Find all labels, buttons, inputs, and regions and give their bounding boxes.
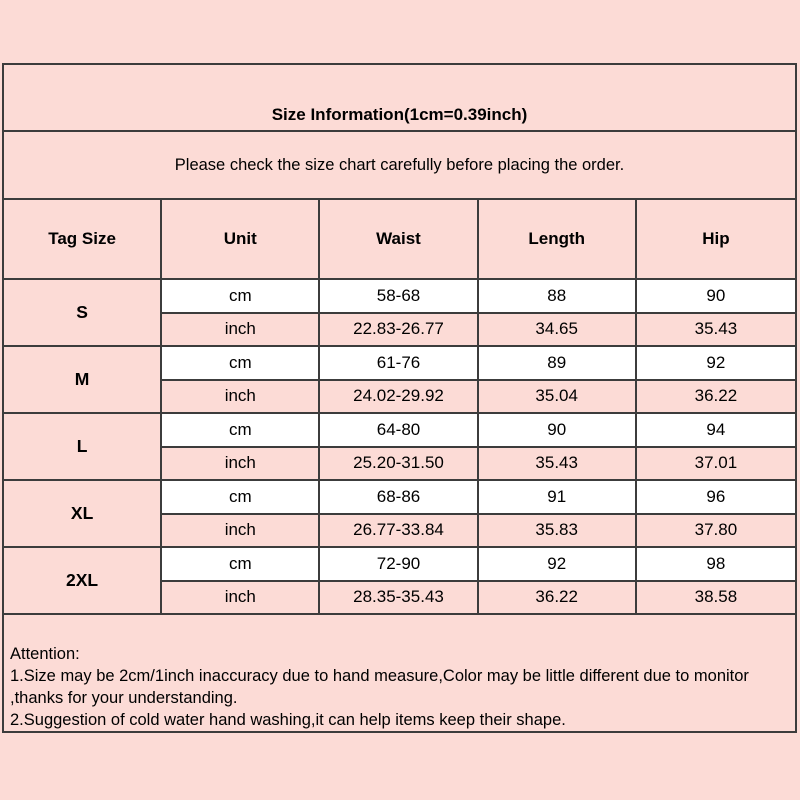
unit-cell: inch bbox=[162, 448, 320, 482]
page-title: Size Information(1cm=0.39inch) bbox=[4, 65, 795, 132]
tag-cell-2xl: 2XL bbox=[4, 548, 162, 615]
length-value: 88 bbox=[479, 280, 637, 314]
waist-value: 28.35-35.43 bbox=[320, 582, 478, 616]
hip-value: 38.58 bbox=[637, 582, 795, 616]
column-header-length: Length bbox=[479, 200, 637, 280]
unit-cell: inch bbox=[162, 314, 320, 348]
hip-value: 90 bbox=[637, 280, 795, 314]
hip-value: 37.80 bbox=[637, 515, 795, 549]
waist-value: 58-68 bbox=[320, 280, 478, 314]
column-header-unit: Unit bbox=[162, 200, 320, 280]
length-value: 92 bbox=[479, 548, 637, 582]
tag-cell-s: S bbox=[4, 280, 162, 347]
length-value: 36.22 bbox=[479, 582, 637, 616]
tag-cell-xl: XL bbox=[4, 481, 162, 548]
waist-value: 22.83-26.77 bbox=[320, 314, 478, 348]
length-value: 35.04 bbox=[479, 381, 637, 415]
length-value: 34.65 bbox=[479, 314, 637, 348]
attention-notes bbox=[4, 615, 795, 731]
hip-value: 36.22 bbox=[637, 381, 795, 415]
length-value: 91 bbox=[479, 481, 637, 515]
waist-value: 72-90 bbox=[320, 548, 478, 582]
size-table bbox=[4, 200, 795, 615]
unit-cell: cm bbox=[162, 280, 320, 314]
length-value: 35.83 bbox=[479, 515, 637, 549]
unit-cell: cm bbox=[162, 481, 320, 515]
unit-cell: inch bbox=[162, 381, 320, 415]
hip-value: 92 bbox=[637, 347, 795, 381]
column-header-waist: Waist bbox=[320, 200, 478, 280]
tag-cell-m: M bbox=[4, 347, 162, 414]
subtitle-note: Please check the size chart carefully before placing the order. bbox=[4, 132, 795, 200]
unit-cell: cm bbox=[162, 347, 320, 381]
attention-line: 1.Size may be 2cm/1inch inaccuracy due to hand measure,Color may be little different due to monitor bbox=[10, 667, 749, 685]
waist-value: 61-76 bbox=[320, 347, 478, 381]
column-header-tag-size: Tag Size bbox=[4, 200, 162, 280]
waist-value: 64-80 bbox=[320, 414, 478, 448]
length-value: 35.43 bbox=[479, 448, 637, 482]
hip-value: 98 bbox=[637, 548, 795, 582]
column-header-hip: Hip bbox=[637, 200, 795, 280]
attention-line: 2.Suggestion of cold water hand washing,it can help items keep their shape. bbox=[10, 711, 566, 729]
length-value: 90 bbox=[479, 414, 637, 448]
hip-value: 96 bbox=[637, 481, 795, 515]
unit-cell: cm bbox=[162, 414, 320, 448]
unit-cell: inch bbox=[162, 515, 320, 549]
waist-value: 68-86 bbox=[320, 481, 478, 515]
attention-heading: Attention: bbox=[10, 645, 80, 663]
hip-value: 37.01 bbox=[637, 448, 795, 482]
tag-cell-l: L bbox=[4, 414, 162, 481]
hip-value: 35.43 bbox=[637, 314, 795, 348]
size-chart-sheet bbox=[2, 63, 797, 733]
attention-line: ,thanks for your understanding. bbox=[10, 689, 238, 707]
waist-value: 25.20-31.50 bbox=[320, 448, 478, 482]
unit-cell: inch bbox=[162, 582, 320, 616]
hip-value: 94 bbox=[637, 414, 795, 448]
waist-value: 26.77-33.84 bbox=[320, 515, 478, 549]
length-value: 89 bbox=[479, 347, 637, 381]
unit-cell: cm bbox=[162, 548, 320, 582]
waist-value: 24.02-29.92 bbox=[320, 381, 478, 415]
